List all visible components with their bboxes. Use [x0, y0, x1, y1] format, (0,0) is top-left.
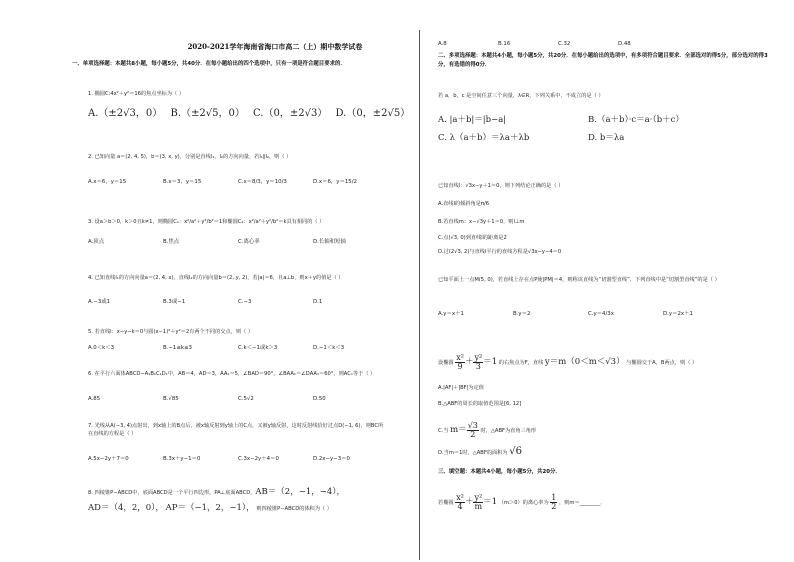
q9-option-a[interactable]: A. |a＋b|＝|b−a| [438, 115, 507, 125]
q8-option-d[interactable]: D.48 [618, 41, 631, 47]
question-2-stem: 2. 已知向量 a＝(2, 4, 5)，b＝(3, x, y)，分别是直线l₁、l₂的方向向量，若l₁∥l₂，则（ ） [88, 154, 292, 160]
q13-ellipse-y-term: $\frac{\text{y²}}{m}$ [474, 493, 483, 511]
q12-stem-pre: 设椭圆 [438, 360, 454, 366]
q1-option-c[interactable]: C.（0，±2√3） [253, 108, 328, 119]
question-5-options [88, 344, 388, 352]
q4-option-a[interactable]: A.−3或1 [88, 299, 111, 305]
question-8-stem-line2 [88, 504, 332, 513]
q1-option-a[interactable]: A.（±2√3，0） [88, 108, 163, 119]
q7-option-a[interactable]: A.5x−2y＋7＝0 [88, 456, 129, 462]
q3-option-b[interactable]: B.焦点 [163, 239, 180, 245]
q7-option-c[interactable]: C.3x−2y＋4＝0 [238, 456, 279, 462]
q12-ellipse-x-term: $\frac{\text{x²}}{9}$ [456, 353, 464, 371]
q12-option-d[interactable]: D.当m＝1时，△ABF的面积为 √6 [438, 446, 522, 457]
question-8-options [438, 40, 678, 48]
q4-option-c[interactable]: C.−3 [238, 299, 252, 305]
q11-option-a[interactable]: A.y＝x＋1 [438, 311, 464, 317]
question-4-stem: 4. 已知直线l₁的方向向量a＝(2, 4, x)，直线l₂的方向向量b＝(2, y, 2)，若|a|＝6，且a⊥b，则x＋y的值是（ ） [88, 275, 344, 281]
column-divider [419, 30, 420, 560]
q13-stem-mid: （m＞0）的离心率为 [498, 500, 549, 506]
q13-stem-pre: 若椭圆 [438, 500, 454, 506]
q3-option-c[interactable]: C.离心率 [238, 239, 260, 245]
q11-option-c[interactable]: C.y＝4/3x [588, 311, 614, 317]
q12-ellipse-y-term: $\frac{\text{y²}}{3}$ [474, 353, 483, 371]
q10-option-c[interactable]: C.点(√3, 0)到直线l的距离是2 [438, 235, 507, 241]
q9-option-b[interactable]: B.（a＋b）·c＝a·（b＋c） [588, 115, 684, 125]
q12-stem-mid: 的右焦点为F，直线 [498, 360, 544, 366]
question-11-stem: 已知平面上一点M(5, 0)，若直线上存在点P使|PM|＝4，则称该直线为“切割型直线”，下列直线中是“切割型直线”的是（ ） [438, 277, 720, 283]
q4-option-d[interactable]: D.1 [313, 299, 323, 305]
q12-option-c[interactable]: C.当 m＝ $\frac{√3}{2}$ 时，△ABF为直角三角形 [438, 421, 537, 439]
question-9-options-row1 [438, 116, 738, 124]
q3-option-a[interactable]: A.顶点 [88, 239, 105, 245]
q12-option-a[interactable]: A.|AF|＋|BF|为定值 [438, 385, 484, 391]
question-9-options-row2 [438, 134, 738, 142]
question-1-options [88, 110, 418, 118]
q8-vector-ap: AP＝（−1，2，−1）， [165, 503, 255, 513]
q8-stem-tail: 则四棱锥P−ABCD的体积为（ ） [256, 506, 332, 512]
q5-option-b[interactable]: B.−1≤k≤3 [163, 345, 192, 351]
q7-option-b[interactable]: B.3x＋y−1＝0 [163, 456, 201, 462]
q7-option-d[interactable]: D.2x−y−3＝0 [313, 456, 350, 462]
question-12-stem: 设椭圆 $\frac{\text{x²}}{9}$ ＋ $\frac{\text{y²}}{3}$ ＝1 的右焦点为F，直线 y＝m（0＜m＜√3） 与椭圆交于A，B两点，则（ ） [438, 353, 698, 371]
question-1-stem: 1. 椭圆C:4x²＋y²＝16的焦点坐标为（ ） [88, 91, 185, 97]
question-6-stem: 6. 在平行六面体ABCD−A₁B₁C₁D₁中，AB＝4，AD＝3，AA₁＝5，∠BAD＝90°，∠BAA₁＝∠DAA₁＝60°，则AC₁等于（ ） [88, 371, 376, 377]
q6-option-c[interactable]: C.5√2 [238, 396, 254, 402]
question-2-options [88, 178, 388, 186]
q10-option-d[interactable]: D.过(2√3, 2)与直线l平行的直线方程是√3x−y−4＝0 [438, 249, 562, 255]
q10-option-b[interactable]: B.若直线m：x−√3y＋1＝0，则l⊥m [438, 219, 525, 225]
q8-option-a[interactable]: A.8 [438, 41, 447, 47]
q5-option-a[interactable]: A.0＜k＜3 [88, 345, 115, 351]
question-10-stem: 已知直线l：√3x−y＋1＝0，则下列结论正确的是（ ） [438, 183, 564, 189]
page-title: 2020-2021学年海南省海口市高二（上）期中数学试卷 [187, 42, 363, 51]
q3-option-d[interactable]: D.长轴和短轴 [313, 239, 346, 245]
q11-option-b[interactable]: B.y＝2 [513, 311, 531, 317]
question-13-stem: 若椭圆 $\frac{\text{x²}}{4}$ ＋ $\frac{\text{y²}}{m}$ ＝1 （m＞0）的离心率为 $\frac{1}{2}$ ，则m＝________． [438, 493, 606, 511]
q10-option-a[interactable]: A.直线l的倾斜角是π/6 [438, 201, 490, 207]
question-5-stem: 5. 若直线l：x−y−k＝0与圆(x−1)²＋y²＝2有两个不同的交点，则（ ） [88, 329, 254, 335]
question-7-options [88, 455, 388, 463]
q13-stem-post[interactable]: ，则m＝________． [559, 500, 606, 506]
question-8-stem [88, 488, 345, 497]
q1-option-b[interactable]: B.（±2√5，0） [170, 108, 245, 119]
q8-option-b[interactable]: B.16 [498, 41, 511, 47]
section-heading-fill-blank: 三、填空题：本题共4小题，每小题5分，共20分． [438, 469, 561, 475]
q5-option-c[interactable]: C.k＜−1或k＞3 [238, 345, 278, 351]
question-4-options [88, 298, 388, 306]
q12-option-d-pre: D.当m＝1时，△ABF的面积为 [438, 450, 508, 456]
q12-option-b[interactable]: B.△ABF的周长的取值范围是[6, 12] [438, 401, 522, 407]
question-11-options [438, 310, 738, 318]
question-9-stem: 若 a，b，c 是空间任意三个向量，λ∈R，下列关系中，不成立的是（ ） [438, 93, 604, 99]
q8-vector-ad: AD＝（4，2，0）， [88, 503, 164, 513]
q8-vector-ab: AB＝（2，−1，−4）， [255, 487, 346, 497]
q12-stem-post: 与椭圆交于A，B两点，则（ ） [626, 360, 698, 366]
question-3-stem: 3. 设a＞b＞0，k＞0且k≠1，则椭圆C₁：x²/a²＋y²/b²＝1和椭圆C₂：x²/a²＋y²/b²＝k具有相同的（ ） [88, 219, 325, 225]
q8-option-c[interactable]: C.32 [558, 41, 571, 47]
q12-line-eq: y＝m（0＜m＜√3） [544, 357, 625, 367]
q6-option-a[interactable]: A.85 [88, 396, 101, 402]
q13-eccentricity: $\frac{1}{2}$ [551, 493, 557, 511]
q2-option-a[interactable]: A.x＝6，y＝15 [88, 179, 127, 185]
q12-option-c-pre: C.当 [438, 428, 449, 434]
section-heading-single-choice: 一、单项选择题：本题共8小题，每小题5分，共40分．在每小题给出的四个选项中，只有一项是符合题目要求的． [72, 61, 346, 67]
q9-option-c[interactable]: C. λ（a＋b）＝λa＋λb [438, 133, 530, 143]
q12-option-c-post: 时，△ABF为直角三角形 [480, 428, 537, 434]
q11-option-d[interactable]: D.y＝2x＋1 [663, 311, 693, 317]
q6-option-d[interactable]: D.50 [313, 396, 326, 402]
question-3-options [88, 238, 388, 246]
q4-option-b[interactable]: B.3或−1 [163, 299, 186, 305]
q8-stem-text: 8. 四棱锥P−ABCD中，底面ABCD是一个平行四边形，PA⊥底面ABCD， [88, 490, 256, 496]
q2-option-b[interactable]: B.x＝3，y＝15 [163, 179, 202, 185]
q2-option-c[interactable]: C.x＝8/3，y＝10/3 [238, 179, 287, 185]
section-heading-multi-choice: 二、多项选择题：本题共4小题，每小题5分，共20分．在每小题给出的选项中，有多项符合题目要求．全部选对的得5分，部分选对的得3分，有选错的得0分． [438, 53, 768, 68]
question-6-options [88, 395, 388, 403]
q9-option-d[interactable]: D. b＝λa [588, 133, 625, 143]
q13-ellipse-x-term: $\frac{\text{x²}}{4}$ [456, 493, 464, 511]
q2-option-d[interactable]: D.x＝6，y＝15/2 [313, 179, 357, 185]
q1-option-d[interactable]: D.（0，±2√5） [335, 108, 411, 119]
q5-option-d[interactable]: D.−1＜k＜3 [313, 345, 345, 351]
q6-option-b[interactable]: B.√85 [163, 396, 179, 402]
question-7-stem: 7. 光线从A(−3, 4)点射出，到x轴上的B点后，被x轴反射到y轴上的C点，又被y轴反射，这时反射线恰好过点D(−1, 6)，则BC所在直线的方程是（ ） [88, 423, 384, 437]
